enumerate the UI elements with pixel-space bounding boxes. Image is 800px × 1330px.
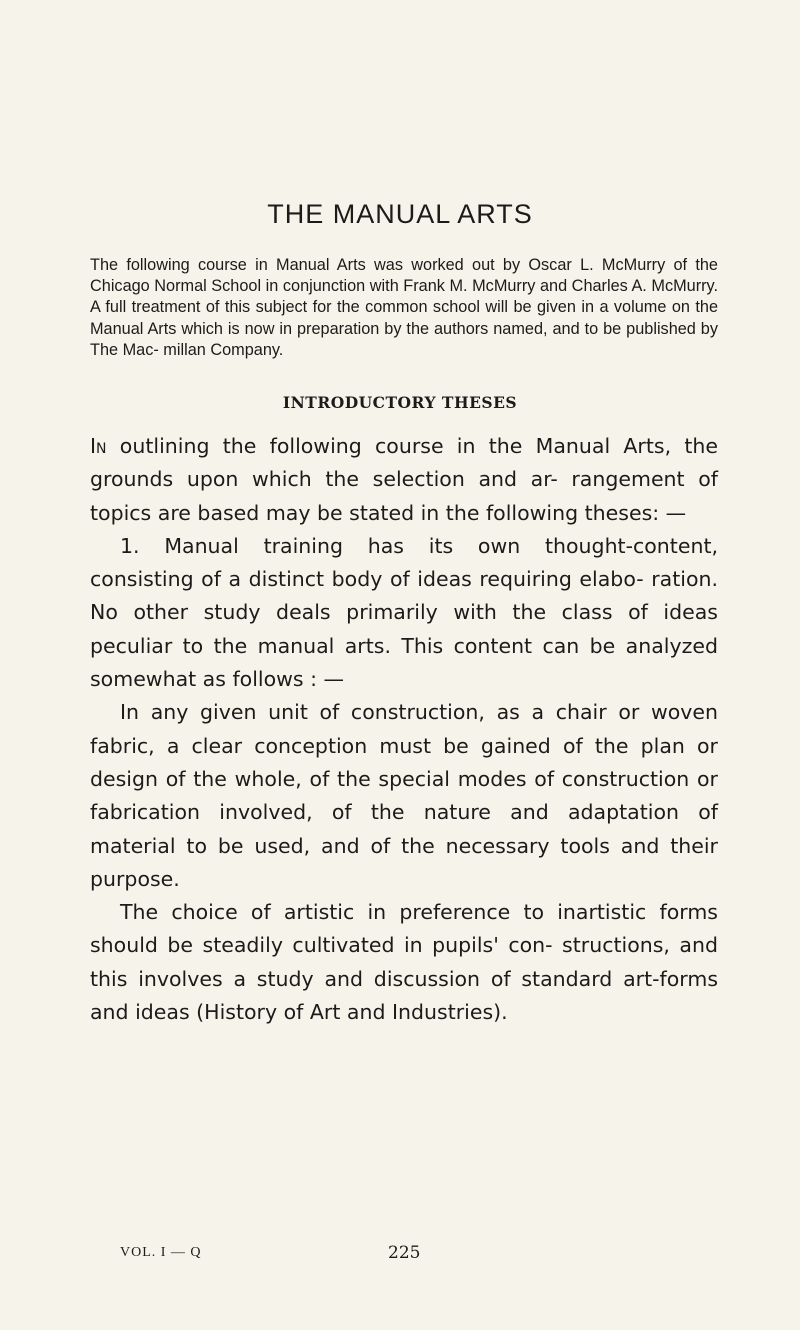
section-body	[90, 430, 718, 1029]
page-title: THE MANUAL ARTS	[267, 199, 533, 229]
paragraph-1	[90, 430, 718, 530]
opening-word: In	[90, 434, 107, 458]
intro-note: The following course in Manual Arts was worked out by Oscar L. McMurry of the Chicago Normal School in conjunction with Frank M. McMurry and Charles A. McMurry. A full treatment of this subject for the common school will be given in a volume on the Manual Arts which is now in preparation by the authors named, and to be published by The Mac- millan Company.	[90, 256, 718, 359]
paragraph-4: The choice of artistic in preference to inartistic forms should be steadily cultivated in pupils' con- structions, and this involves a study and discussion of standard art-forms and ideas (History of Art and Industries).	[90, 900, 718, 1025]
page-footer	[0, 1245, 800, 1271]
section-heading: INTRODUCTORY THESES	[282, 393, 518, 412]
paragraph-1-text: outlining the following course in the Manual Arts, the grounds upon which the selection and ar- rangement of topics are based may be stated in the following theses: —	[90, 434, 718, 525]
signature-mark: VOL. I — Q	[120, 1245, 202, 1260]
paragraph-2: 1. Manual training has its own thought-content, consisting of a distinct body of ideas requiring elabo- ration. No other study deals primarily with the class of ideas peculiar to the manual arts. This content can be analyzed somewhat as follows : —	[90, 533, 718, 692]
paragraph-3: In any given unit of construction, as a chair or woven fabric, a clear conception must be gained of the plan or design of the whole, of the special modes of construction or fabrication involved, of the nature and adaptation of material to be used, and of the necessary tools and their purpose.	[90, 700, 718, 891]
page-number: 225	[388, 1243, 421, 1263]
